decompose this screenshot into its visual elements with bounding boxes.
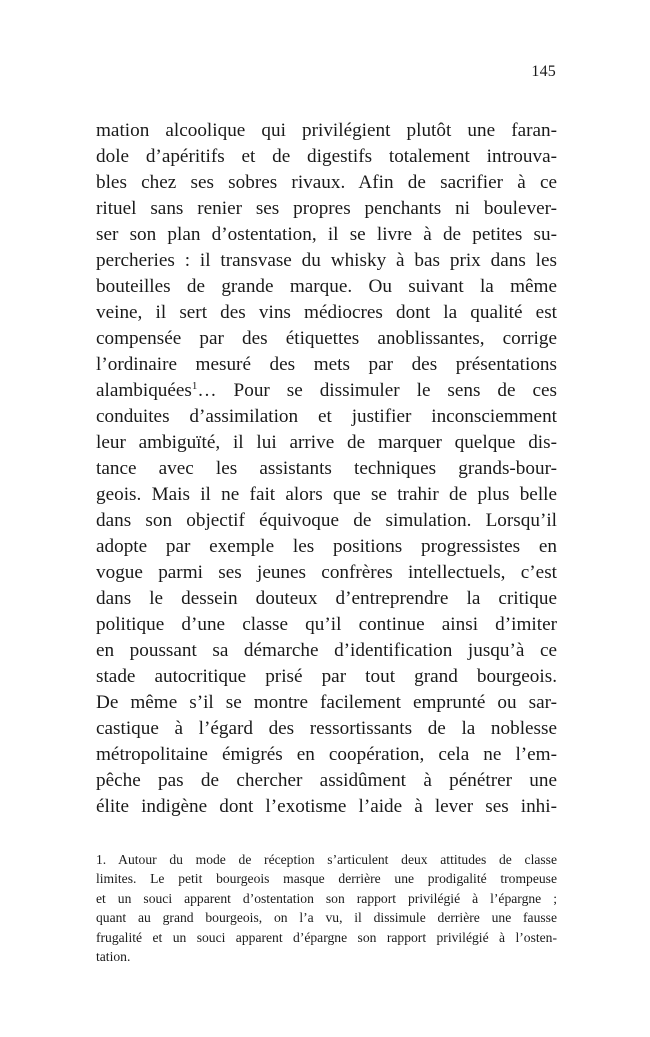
body-line: geois. Mais il ne fait alors que se trahir de plus belle [96, 484, 557, 505]
body-line: dans le dessein douteux d’entreprendre la critique [96, 588, 557, 609]
body-line: stade autocritique prisé par tout grand bourgeois. [96, 666, 557, 687]
body-line: en poussant sa démarche d’identification jusqu’à ce [96, 640, 557, 661]
body-line: castique à l’égard des ressortissants de la noblesse [96, 718, 557, 739]
body-line: élite indigène dont l’exotisme l’aide à lever ses inhi- [96, 796, 557, 817]
footnote-line: quant au grand bourgeois, on l’a vu, il dissimule derrière une fausse [96, 910, 557, 926]
body-line: percheries : il transvase du whisky à bas prix dans les [96, 250, 557, 271]
footnote-line: frugalité et un souci apparent d’épargne son rapport privilégié à l’osten- [96, 929, 557, 945]
footnote-reference[interactable]: 1 [191, 380, 198, 392]
body-text [96, 118, 557, 820]
body-line: dole d’apéritifs et de digestifs totalement introuva- [96, 146, 557, 167]
footnote-line: limites. Le petit bourgeois masque derrière une prodigalité trompeuse [96, 871, 557, 887]
body-line: politique d’une classe qu’il continue ainsi d’imiter [96, 614, 557, 635]
body-line: ser son plan d’ostentation, il se livre à de petites su- [96, 224, 557, 245]
body-line: compensée par des étiquettes anoblissantes, corrige [96, 328, 557, 349]
body-line: métropolitaine émigrés en coopération, cela ne l’em- [96, 744, 557, 765]
body-line-tail: … Pour se dissimuler le sens de ces [197, 380, 557, 401]
body-line: veine, il sert des vins médiocres dont la qualité est [96, 302, 557, 323]
body-line: adopte par exemple les positions progressistes en [96, 536, 557, 557]
body-line: bles chez ses sobres rivaux. Afin de sacrifier à ce [96, 172, 557, 193]
body-line: vogue parmi ses jeunes confrères intellectuels, c’est [96, 562, 557, 583]
page-number: 145 [531, 63, 556, 80]
body-line: conduites d’assimilation et justifier inconsciemment [96, 406, 557, 427]
footnote-line: 1. Autour du mode de réception s’articulent deux attitudes de classe [96, 852, 557, 867]
footnote-line: tation. [96, 948, 131, 964]
body-line: dans son objectif équivoque de simulation. Lorsqu’il [96, 510, 557, 531]
body-line: mation alcoolique qui privilégient plutôt une faran- [96, 120, 557, 141]
body-line: tance avec les assistants techniques grands-bour- [96, 458, 557, 479]
body-line-head: alambiquées [96, 380, 192, 401]
body-line: De même s’il se montre facilement emprunté ou sar- [96, 692, 557, 713]
body-line: bouteilles de grande marque. Ou suivant la même [96, 276, 557, 297]
body-line: leur ambiguïté, il lui arrive de marquer quelque dis- [96, 432, 557, 453]
body-line: rituel sans renier ses propres penchants ni boulever- [96, 198, 557, 219]
body-line: pêche pas de chercher assidûment à pénétrer une [96, 770, 557, 791]
body-line: l’ordinaire mesuré des mets par des présentations [96, 354, 557, 375]
footnote-line: et un souci apparent d’ostentation son rapport privilégié à l’épargne ; [96, 890, 557, 906]
footnote [96, 850, 557, 966]
body-line-with-footnote-ref [96, 378, 557, 404]
